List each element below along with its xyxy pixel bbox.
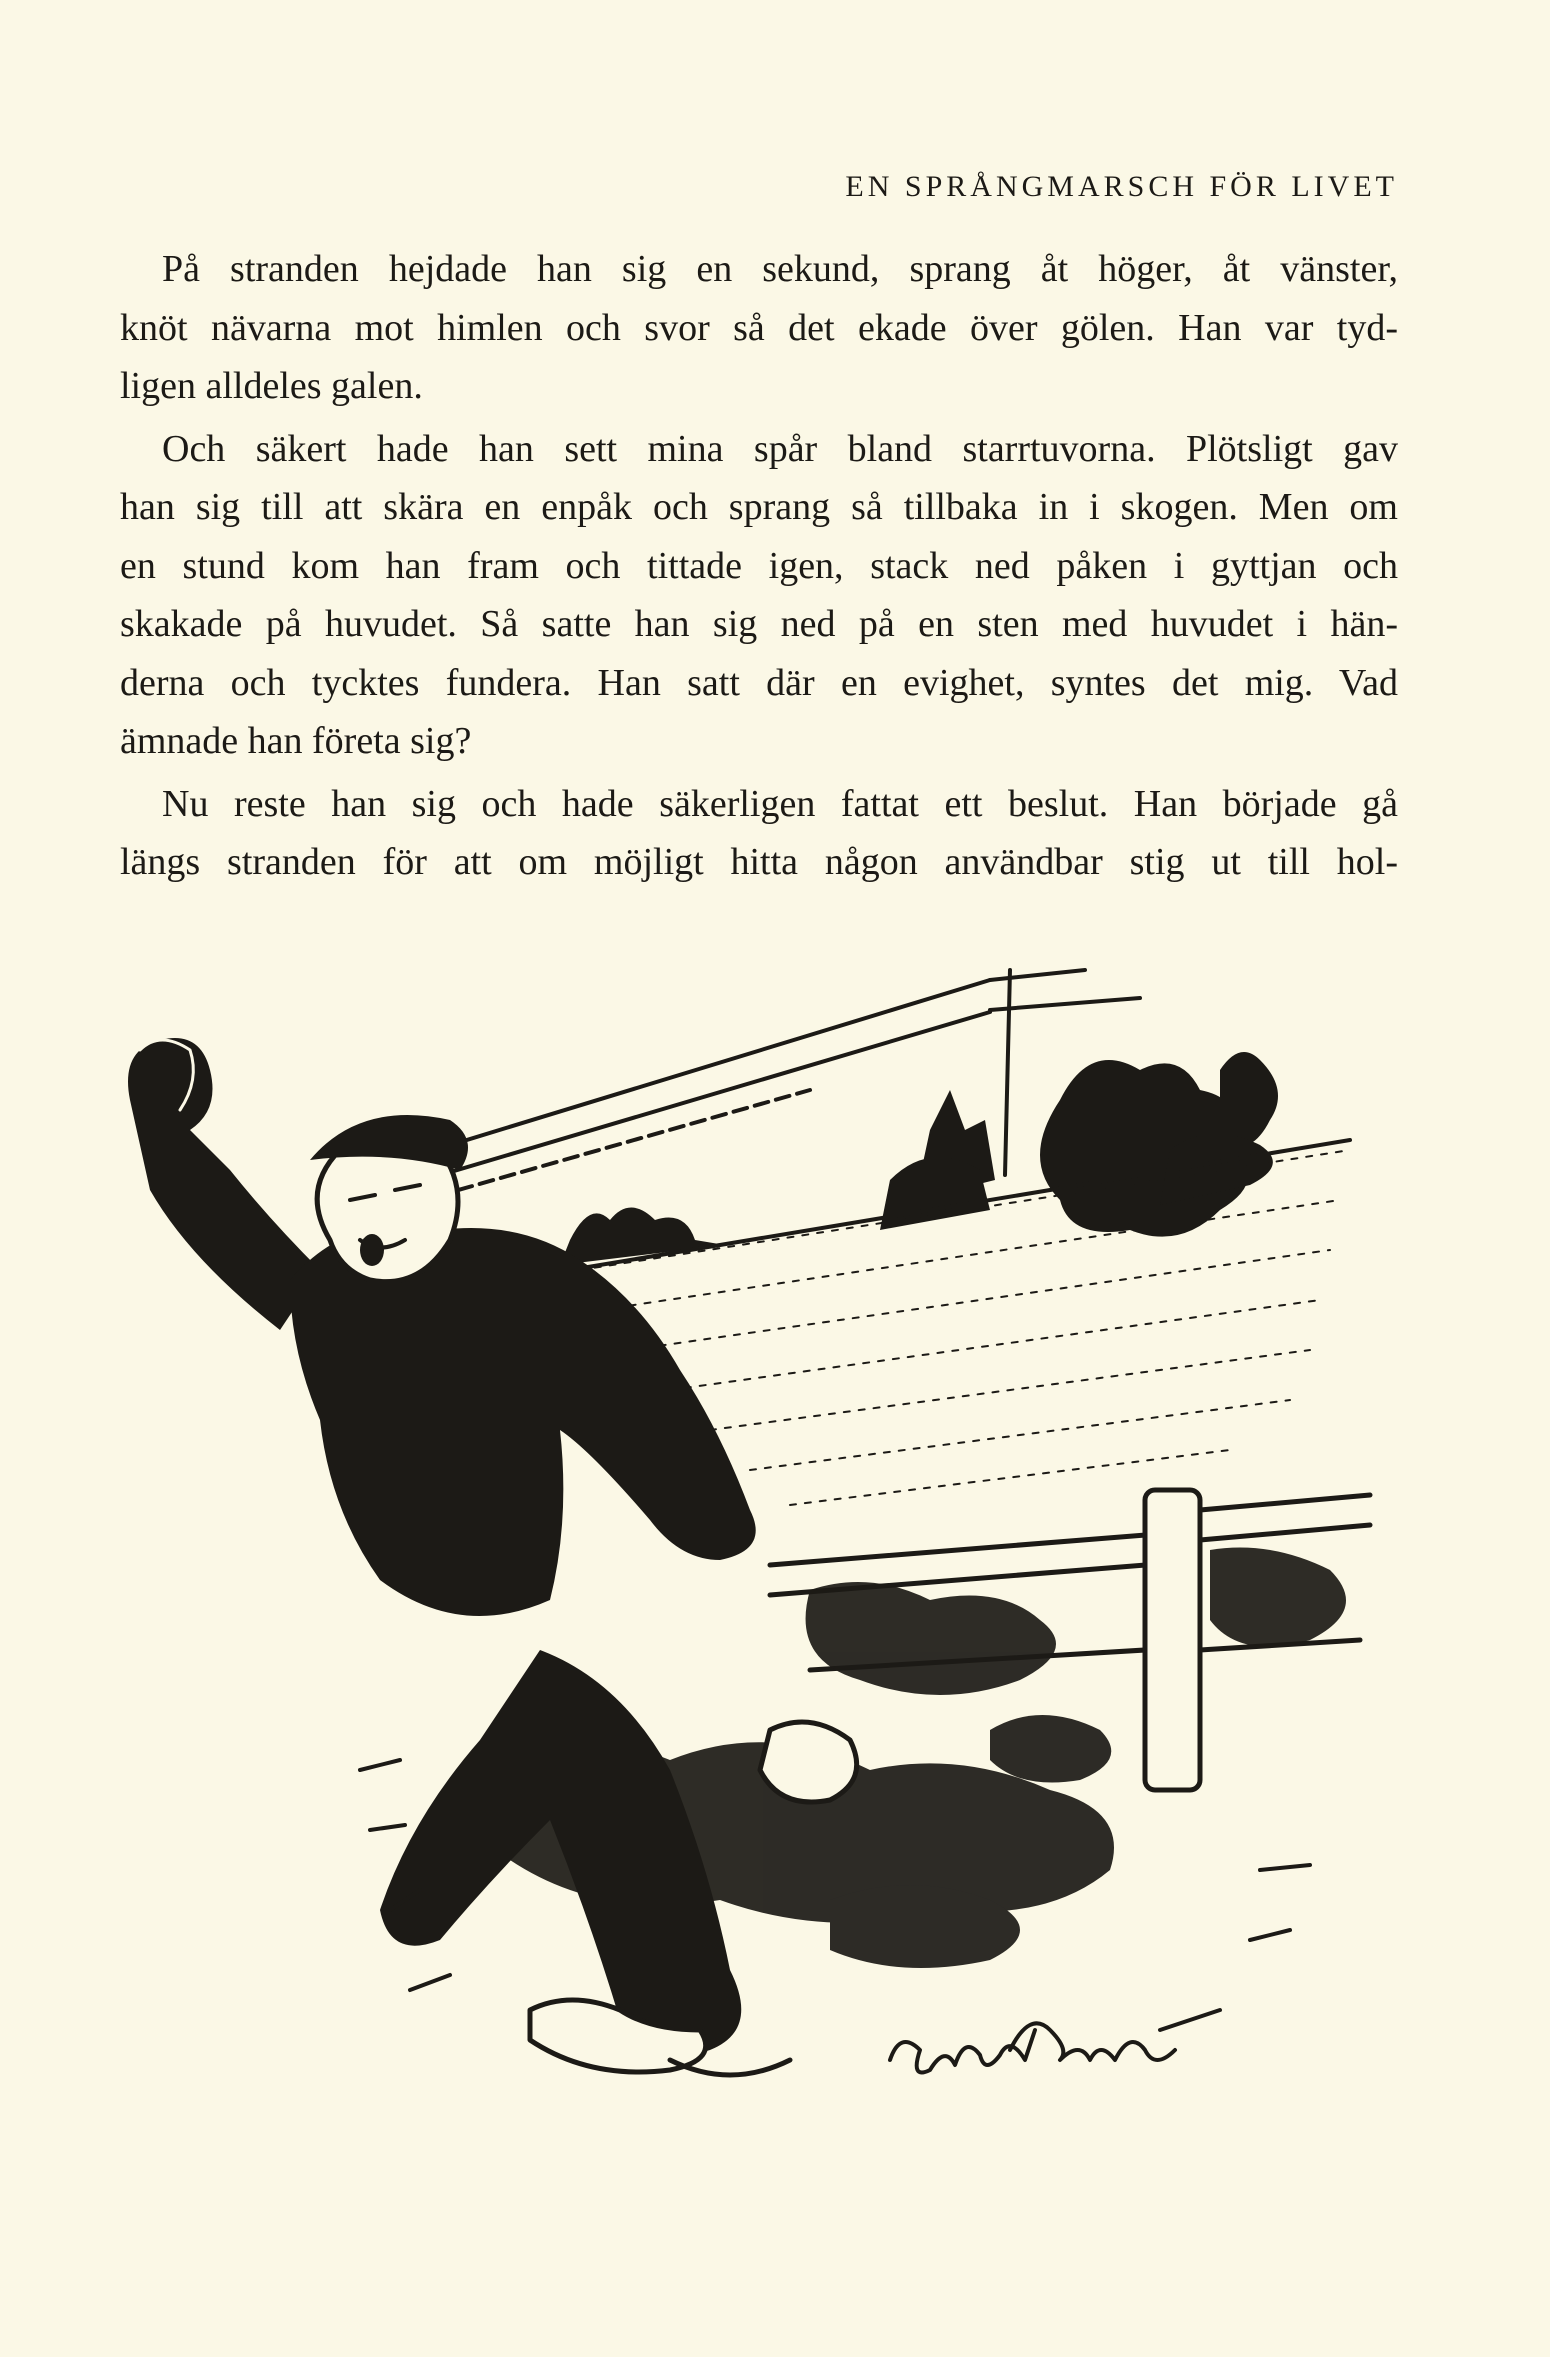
text-line: ligen alldeles galen. (120, 365, 423, 407)
body-text (120, 240, 1398, 896)
text-line: knöt nävarna mot himlen och svor så det ekade över gölen. Han var tyd- (120, 306, 1398, 349)
running-head: EN SPRÅNGMARSCH FÖR LIVET (845, 170, 1398, 203)
man-figure (128, 1038, 857, 2072)
tree-silhouettes (560, 1052, 1278, 1265)
text-line: längs stranden för att om möjligt hitta någon användbar stig ut till hol- (120, 841, 1398, 883)
artist-signature (890, 2023, 1175, 2072)
text-line: Och säkert hade han sett mina spår bland starrtuvorna. Plötsligt gav (162, 427, 1398, 470)
text-line: Nu reste han sig och hade säkerligen fattat ett beslut. Han började gå (162, 782, 1398, 825)
text-line: han sig till att skära en enpåk och sprang så tillbaka in i skogen. Men om (120, 486, 1398, 528)
text-line: skakade på huvudet. Så satte han sig ned på en sten med huvudet i hän- (120, 603, 1398, 645)
text-line: ämnade han företa sig? (120, 720, 472, 762)
ink-illustration (110, 950, 1410, 2110)
telephone-pole (385, 970, 1140, 1208)
text-line: en stund kom han fram och tittade igen, stack ned påken i gyttjan och (120, 544, 1398, 587)
text-line: På stranden hejdade han sig en sekund, sprang åt höger, åt vänster, (162, 248, 1398, 290)
paragraph-1 (120, 240, 1398, 416)
paragraph-3 (120, 775, 1398, 892)
paragraph-2 (120, 420, 1398, 771)
text-line: derna och tycktes fundera. Han satt där en evighet, syntes det mig. Vad (120, 661, 1398, 704)
